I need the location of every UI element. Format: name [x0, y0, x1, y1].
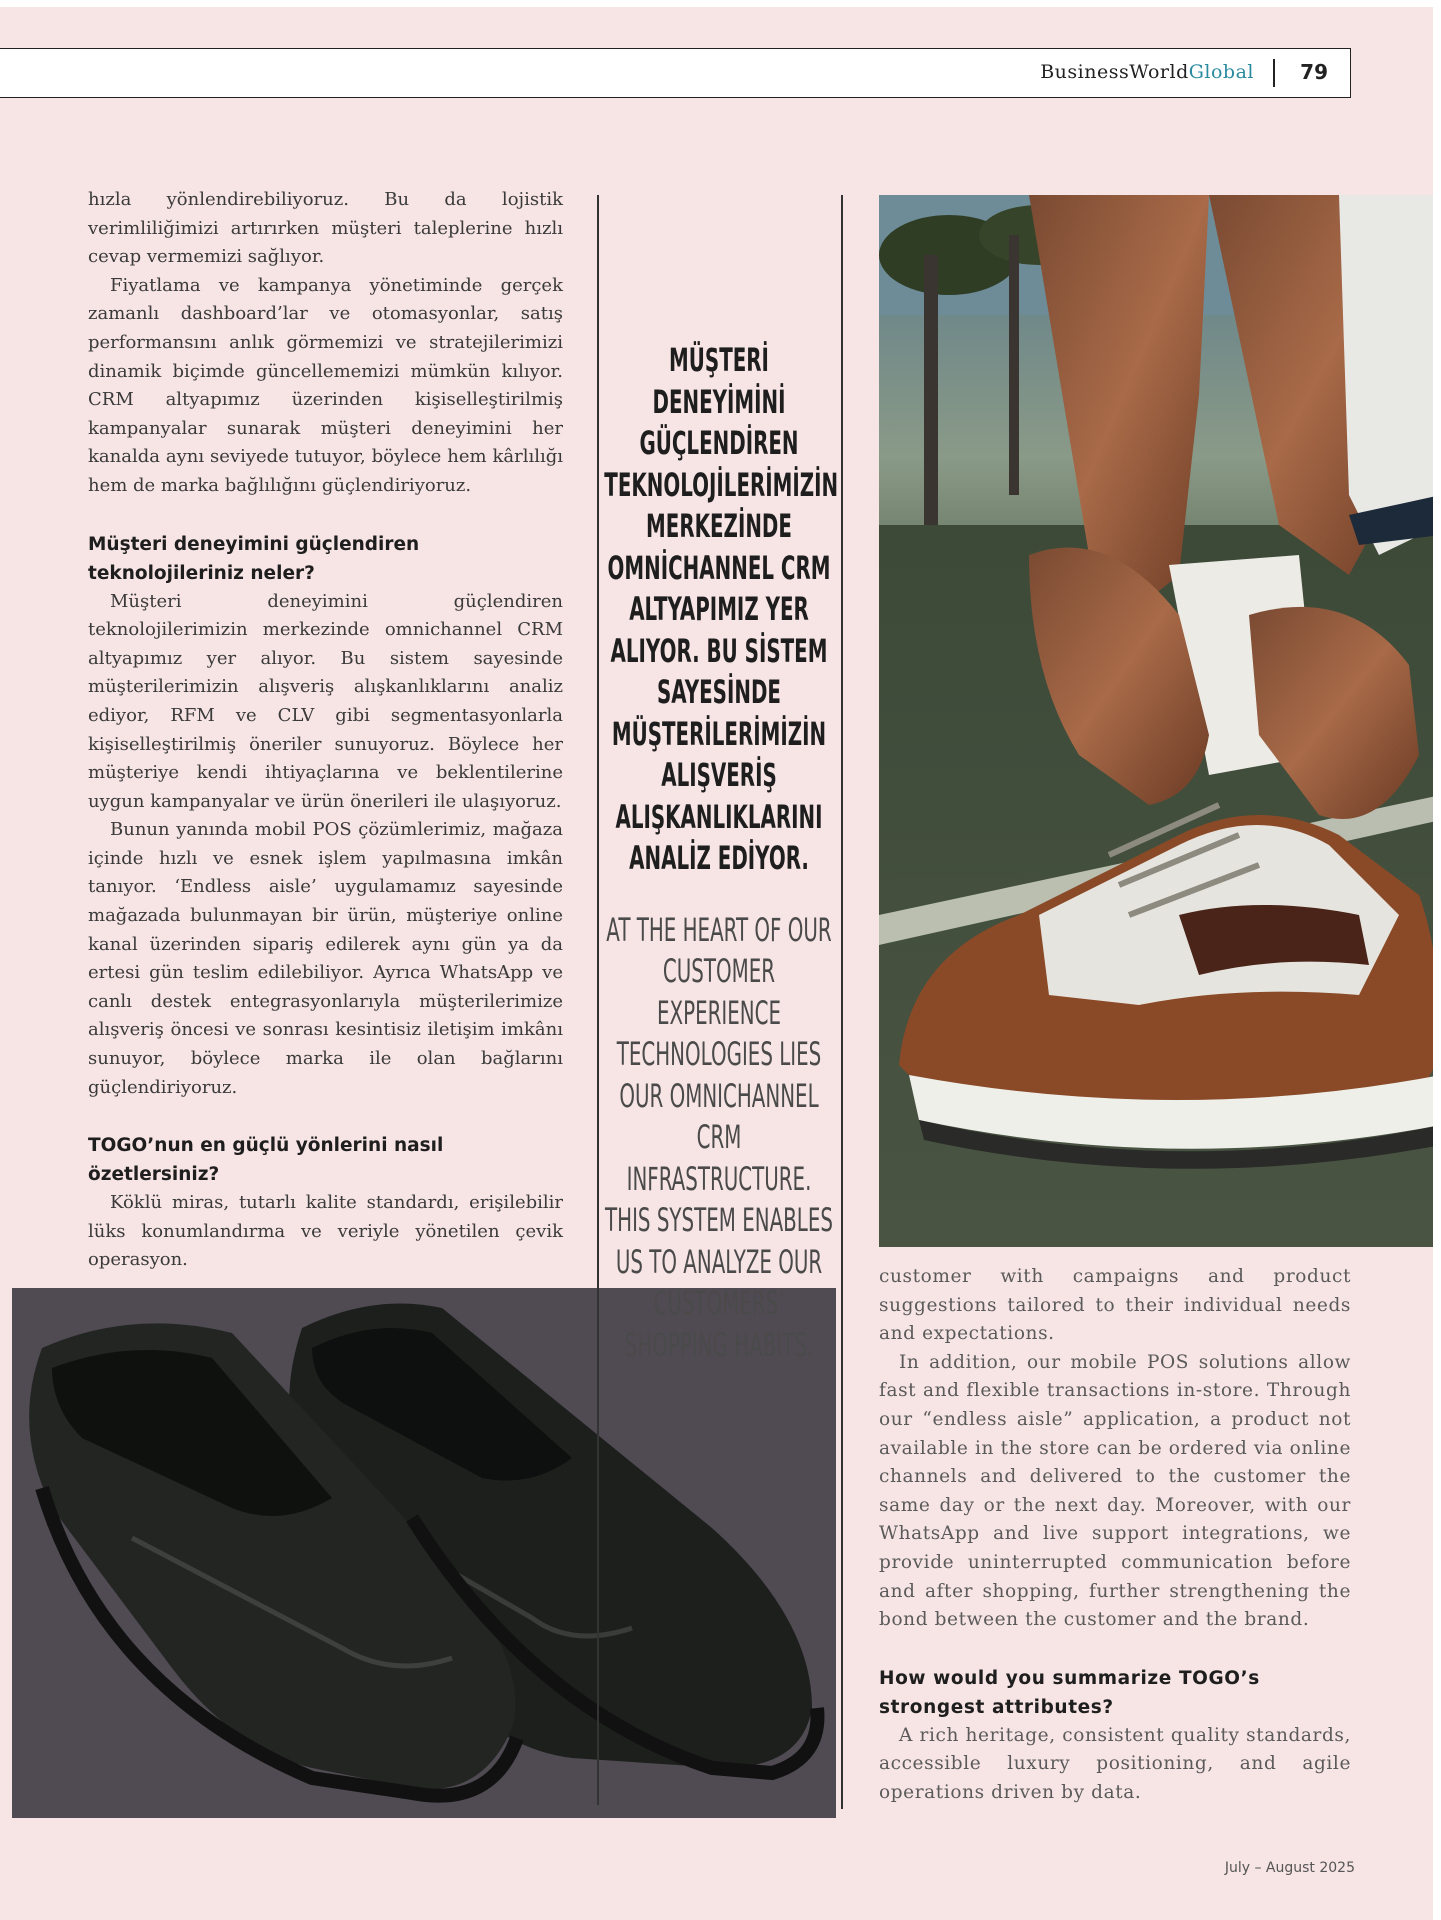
interview-question: TOGO’nun en güçlü yönlerini nasıl özetlersiniz? — [88, 1135, 444, 1186]
paragraph: Müşteri deneyimini güçlendiren teknolojilerimizin merkezinde omnichannel CRM altyapımız yer alıyor. Bu sistem sayesinde müşterilerimizin alışveriş alışkanlıklarını analiz ediyor, RFM ve CLV gibi segmentasyonlarla kişiselleştirilmiş öneriler sunuyoruz. Böylece her müşteriye kendi ihtiyaçlarına ve beklentilerine uygun kampanyalar ve ürün önerileri ile ulaşıyoruz. — [88, 590, 563, 812]
paragraph: hızla yönlendirebiliyoruz. Bu da lojistik verimliliğimizi artırırken müşteri taleplerine hızlı cevap vermemizi sağlıyor. — [88, 189, 563, 268]
paragraph: Fiyatlama ve kampanya yönetiminde gerçek zamanlı dashboard’lar ve otomasyonlar, satış performansını anlık görmemizi ve stratejilerimizi dinamik biçimde güncellememizi mümkün kılıyor. CRM altyapımız üzerinden kişiselleştirilmiş kampanyalar sunarak müşteri deneyimini her kanalda aynı seviyede tutuyor, böylece hem kârlılığı hem de marka bağlılığını güçlendiriyoruz. — [88, 274, 563, 496]
paragraph: A rich heritage, consistent quality standards, accessible luxury positioning, and agile operations driven by data. — [879, 1724, 1351, 1803]
pull-quote-english: AT THE HEART OF OUR CUSTOMER EXPERIENCE TECHNOLOGIES LIES OUR OMNICHANNEL CRM INFRASTRUCTURE. THIS SYSTEM ENABLES US TO ANALYZE OUR CUSTOMERS’ SHOPPING HABITS. — [605, 910, 833, 1364]
header-divider — [1273, 59, 1275, 87]
brand-name-accent: Global — [1188, 61, 1254, 83]
paragraph: Bunun yanında mobil POS çözümlerimiz, mağaza içinde hızlı ve esnek işlem yapılmasına imkân tanıyor. ‘Endless aisle’ uygulamamız sayesinde mağazada bulunmayan bir ürün, müşteriye online kanal üzerinden sipariş edilerek aynı gün ya da ertesi gün teslim edilebiliyor. Ayrıca WhatsApp ve canlı destek entegrasyonlarıyla müşterilerimize alışveriş öncesi ve sonrası kesintisiz iletişim imkânı sunuyor, böylece marka ile olan bağlarını güçlendiriyoruz. — [88, 819, 563, 1098]
interview-question: Müşteri deneyimini güçlendiren teknolojileriniz neler? — [88, 533, 420, 584]
left-text-column — [88, 186, 563, 1275]
magazine-brand — [1040, 49, 1254, 96]
loafer-photo — [12, 1288, 836, 1818]
brand-name: BusinessWorld — [1040, 61, 1189, 83]
paragraph: In addition, our mobile POS solutions allow fast and flexible transactions in-store. Through our “endless aisle” application, a product not available in the store can be ordered via online channels and delivered to the customer the same day or the next day. Moreover, with our WhatsApp and live support integrations, we provide uninterrupted communication before and after shopping, further strengthening the bond between the customer and the brand. — [879, 1351, 1351, 1631]
issue-date: July – August 2025 — [1224, 1860, 1355, 1876]
column-rule-left — [597, 195, 599, 1805]
sneaker-photo — [879, 195, 1441, 1247]
right-text-column — [879, 1263, 1351, 1808]
column-rule-right — [841, 195, 843, 1809]
interview-question: How would you summarize TOGO’s strongest attributes? — [879, 1667, 1260, 1718]
pull-quote — [604, 340, 839, 1366]
page-top-margin — [0, 0, 1441, 7]
page-header — [0, 48, 1351, 98]
pull-quote-turkish: MÜŞTERİ DENEYİMİNİ GÜÇLENDİREN TEKNOLOJİLERİMİZİN MERKEZİNDE OMNİCHANNEL CRM ALTYAPIMIZ YER ALIYOR. BU SİSTEM SAYESİNDE MÜŞTERİLERİMİZİN ALIŞVERİŞ ALIŞKANLIKLARINI ANALİZ EDİYOR. — [604, 341, 839, 877]
page-right-margin — [1433, 0, 1441, 1920]
paragraph: Köklü miras, tutarlı kalite standardı, erişilebilir lüks konumlandırma ve veriyle yönetilen çevik operasyon. — [88, 1192, 563, 1271]
page-number: 79 — [1300, 60, 1328, 84]
paragraph: customer with campaigns and product suggestions tailored to their individual needs and expectations. — [879, 1266, 1351, 1345]
